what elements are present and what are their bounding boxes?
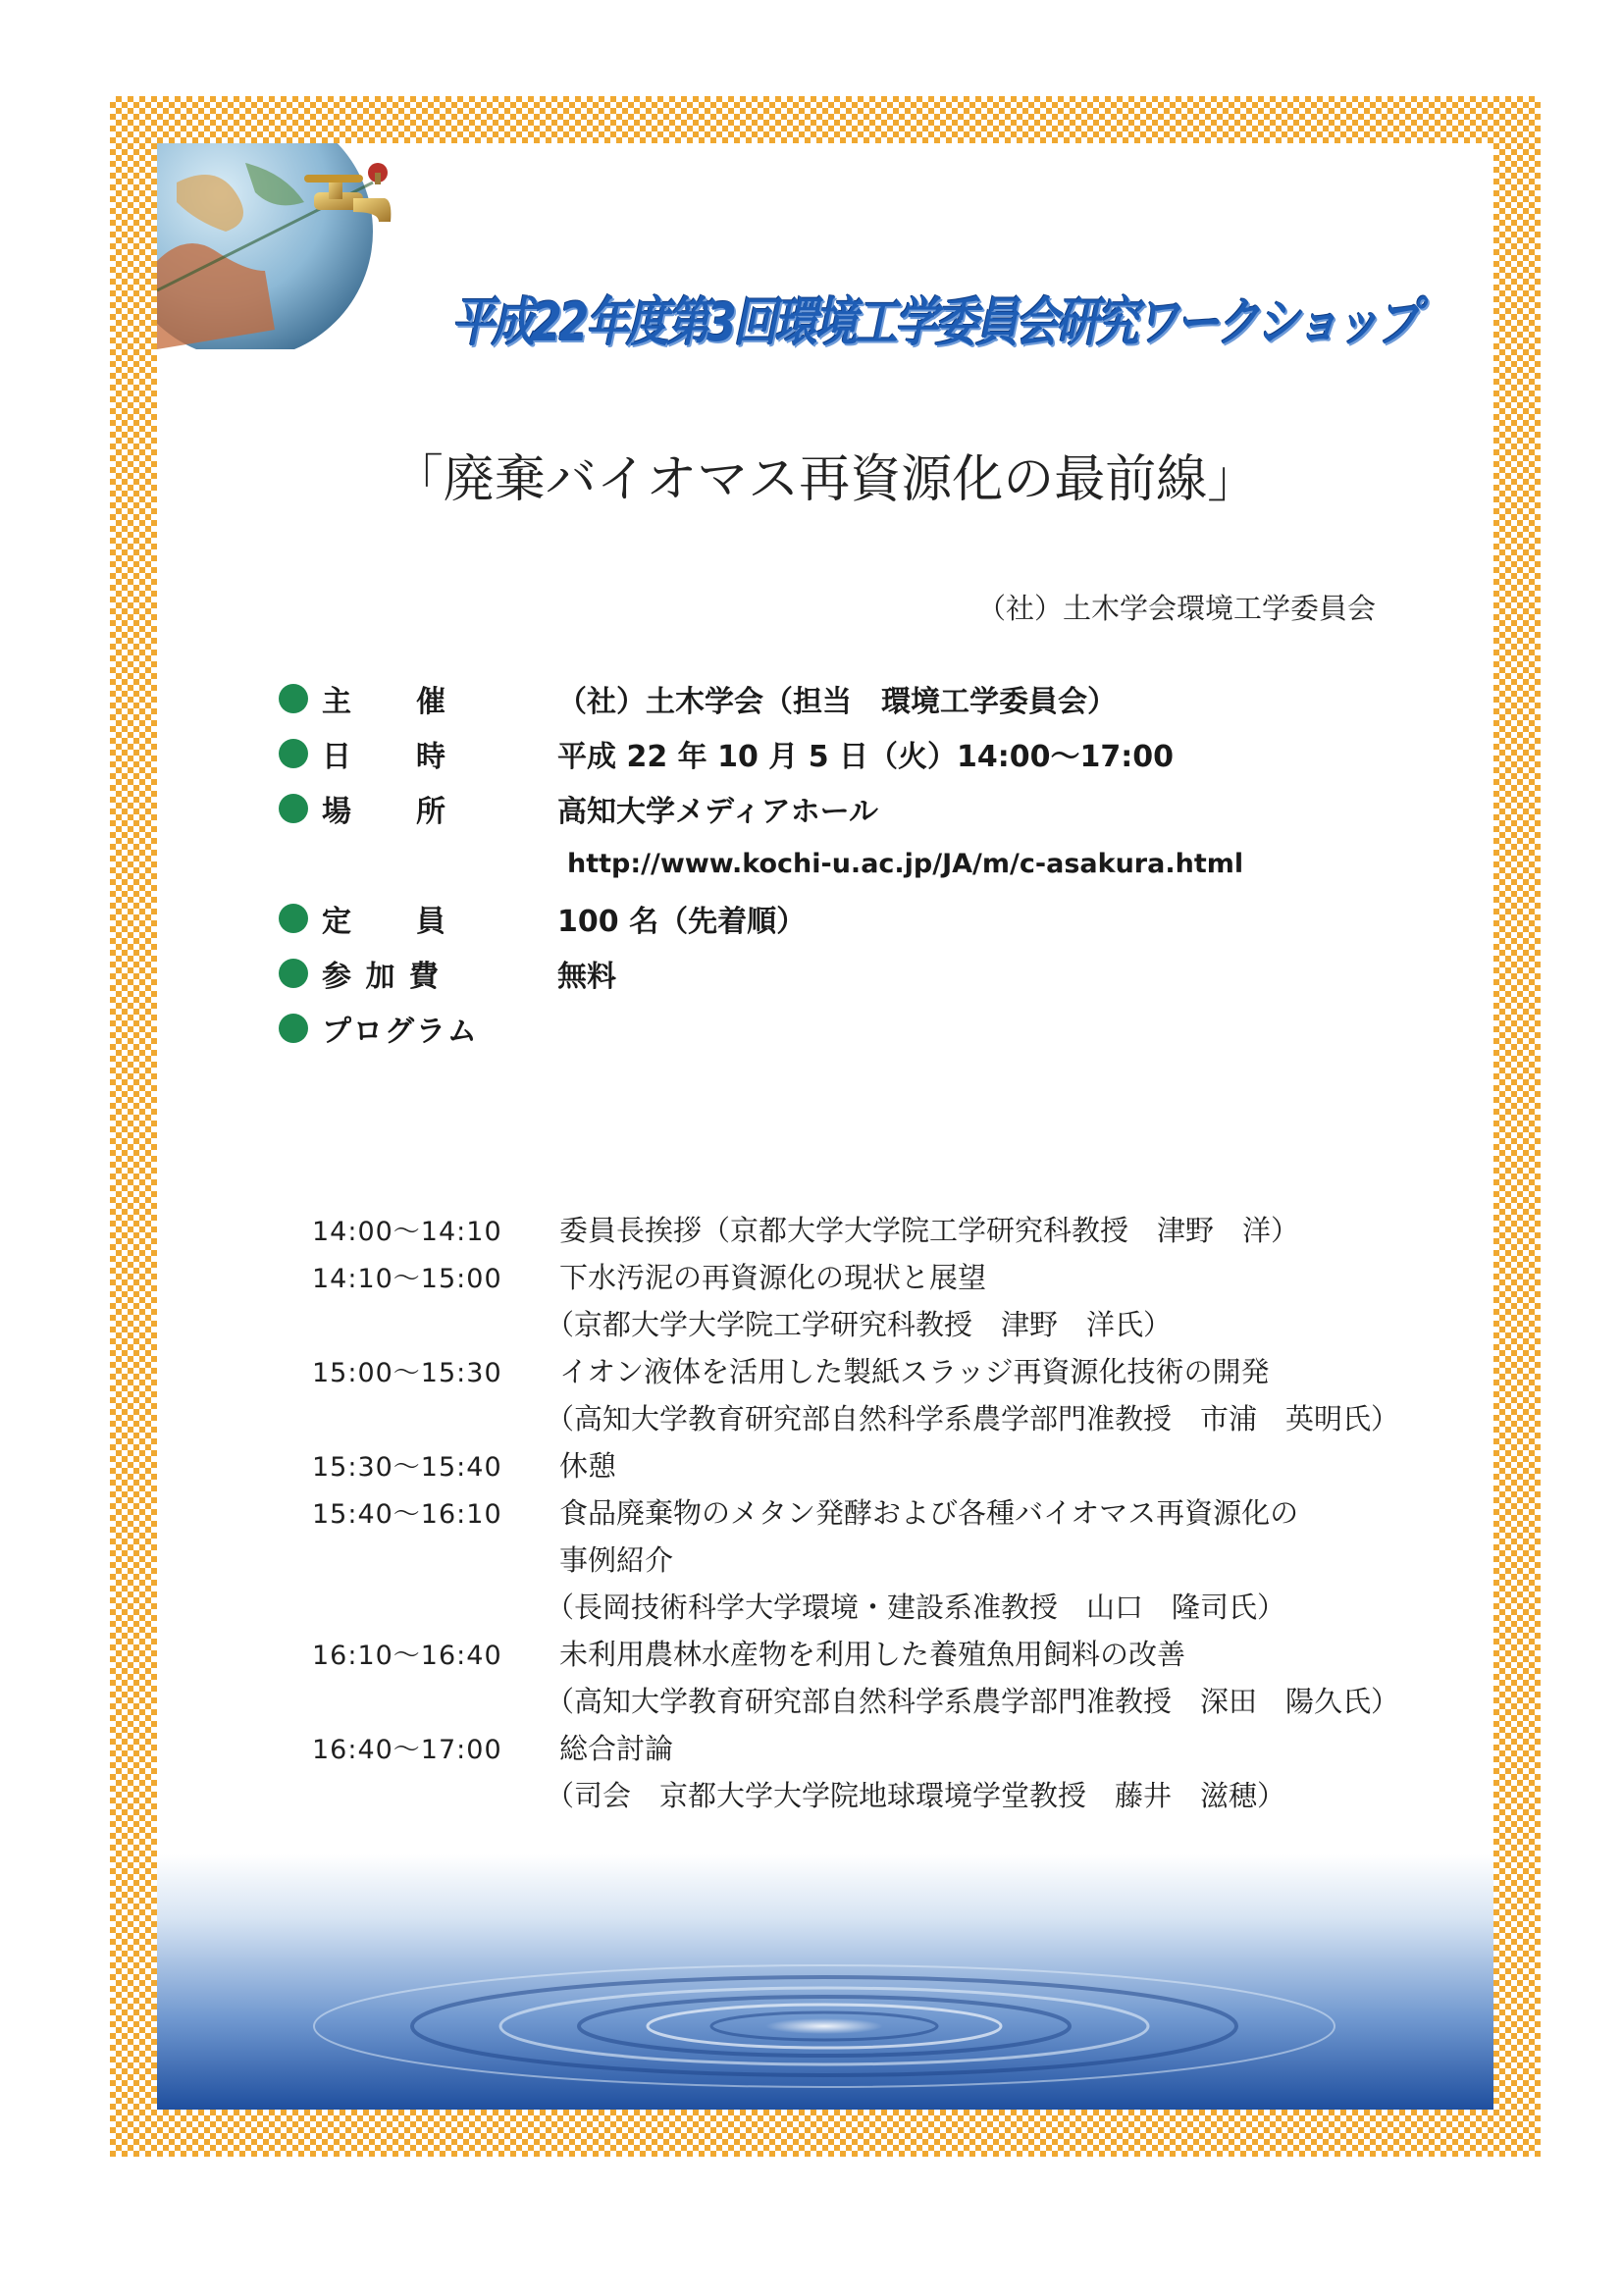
program-item [312, 1723, 1490, 1770]
program-schedule [312, 1205, 1490, 1817]
program-time: 15:30～15:40 [312, 1451, 502, 1483]
program-time: 14:10～15:00 [312, 1263, 502, 1294]
program-topic: 未利用農林水産物を利用した養殖魚用飼料の改善 [559, 1637, 1186, 1671]
program-speaker: （高知大学教育研究部自然科学系農学部門准教授 市浦 英明氏） [546, 1401, 1400, 1435]
info-label: 場 所 [322, 795, 447, 829]
green-dot-icon [279, 959, 308, 988]
info-label: 日 時 [322, 740, 447, 774]
info-value: 平成 22 年 10 月 5 日（火）14:00～17:00 [557, 740, 1175, 774]
info-label: 主 催 [322, 685, 447, 719]
globe-faucet-image [157, 143, 393, 349]
program-time: 15:00～15:30 [312, 1357, 502, 1388]
program-item [312, 1440, 1490, 1487]
program-speaker: （長岡技術科学大学環境・建設系准教授 山口 隆司氏） [546, 1590, 1286, 1624]
info-value: 無料 [557, 960, 616, 994]
info-row-datetime [279, 726, 1456, 781]
program-topic: 事例紹介 [559, 1542, 674, 1577]
program-topic: 下水汚泥の再資源化の現状と展望 [559, 1260, 987, 1294]
poster-body [157, 143, 1493, 2110]
program-topic: 委員長挨拶（京都大学大学院工学研究科教授 津野 洋） [559, 1213, 1300, 1247]
info-label: プログラム [322, 1015, 479, 1049]
program-time: 14:00～14:10 [312, 1216, 502, 1247]
program-topic: 休憩 [559, 1448, 617, 1483]
program-item [312, 1582, 1490, 1629]
info-value: 100 名（先着順） [557, 905, 807, 939]
workshop-banner-title: 平成22年度第3回環境工学委員会研究ワークショップ [451, 291, 1417, 353]
program-item [312, 1487, 1490, 1535]
program-item [312, 1676, 1490, 1723]
program-item [312, 1770, 1490, 1817]
program-speaker: （京都大学大学院工学研究科教授 津野 洋氏） [546, 1307, 1173, 1341]
program-item [312, 1393, 1490, 1440]
info-label: 定 員 [322, 905, 447, 939]
program-topic: 総合討論 [559, 1731, 674, 1765]
info-value: （社）土木学会（担当 環境工学委員会） [557, 685, 1117, 719]
info-label: 参 加 費 [322, 960, 441, 994]
green-dot-icon [279, 684, 308, 713]
program-speaker: （高知大学教育研究部自然科学系農学部門准教授 深田 陽久氏） [546, 1684, 1400, 1718]
program-speaker: （司会 京都大学大学院地球環境学堂教授 藤井 滋穂） [546, 1778, 1286, 1812]
program-item [312, 1252, 1490, 1299]
program-item [312, 1299, 1490, 1346]
event-info-list [279, 671, 1456, 1056]
program-item [312, 1629, 1490, 1676]
info-row-place [279, 781, 1456, 836]
green-dot-icon [279, 904, 308, 933]
program-time: 16:10～16:40 [312, 1640, 502, 1671]
info-row-capacity [279, 891, 1456, 946]
program-time: 16:40～17:00 [312, 1734, 502, 1765]
program-time: 15:40～16:10 [312, 1498, 502, 1530]
program-item [312, 1205, 1490, 1252]
program-topic: 食品廃棄物のメタン発酵および各種バイオマス再資源化の [559, 1495, 1299, 1530]
green-dot-icon [279, 794, 308, 823]
page-title: 「廃棄バイオマス再資源化の最前線」 [392, 450, 1259, 509]
info-row-program [279, 1001, 1456, 1056]
info-value: 高知大学メディアホール [557, 795, 878, 829]
green-dot-icon [279, 1014, 308, 1043]
organizer-credit: （社）土木学会環境工学委員会 [976, 592, 1376, 625]
program-topic: イオン液体を活用した製紙スラッジ再資源化技術の開発 [559, 1354, 1270, 1388]
program-item [312, 1346, 1490, 1393]
venue-url-link[interactable]: http://www.kochi-u.ac.jp/JA/m/c-asakura.html [567, 848, 1244, 879]
info-row-fee [279, 946, 1456, 1001]
checkered-border-frame [110, 96, 1541, 2157]
water-ripple-image [157, 1854, 1493, 2110]
green-dot-icon [279, 739, 308, 768]
info-row-organizer [279, 671, 1456, 726]
program-item [312, 1535, 1490, 1582]
